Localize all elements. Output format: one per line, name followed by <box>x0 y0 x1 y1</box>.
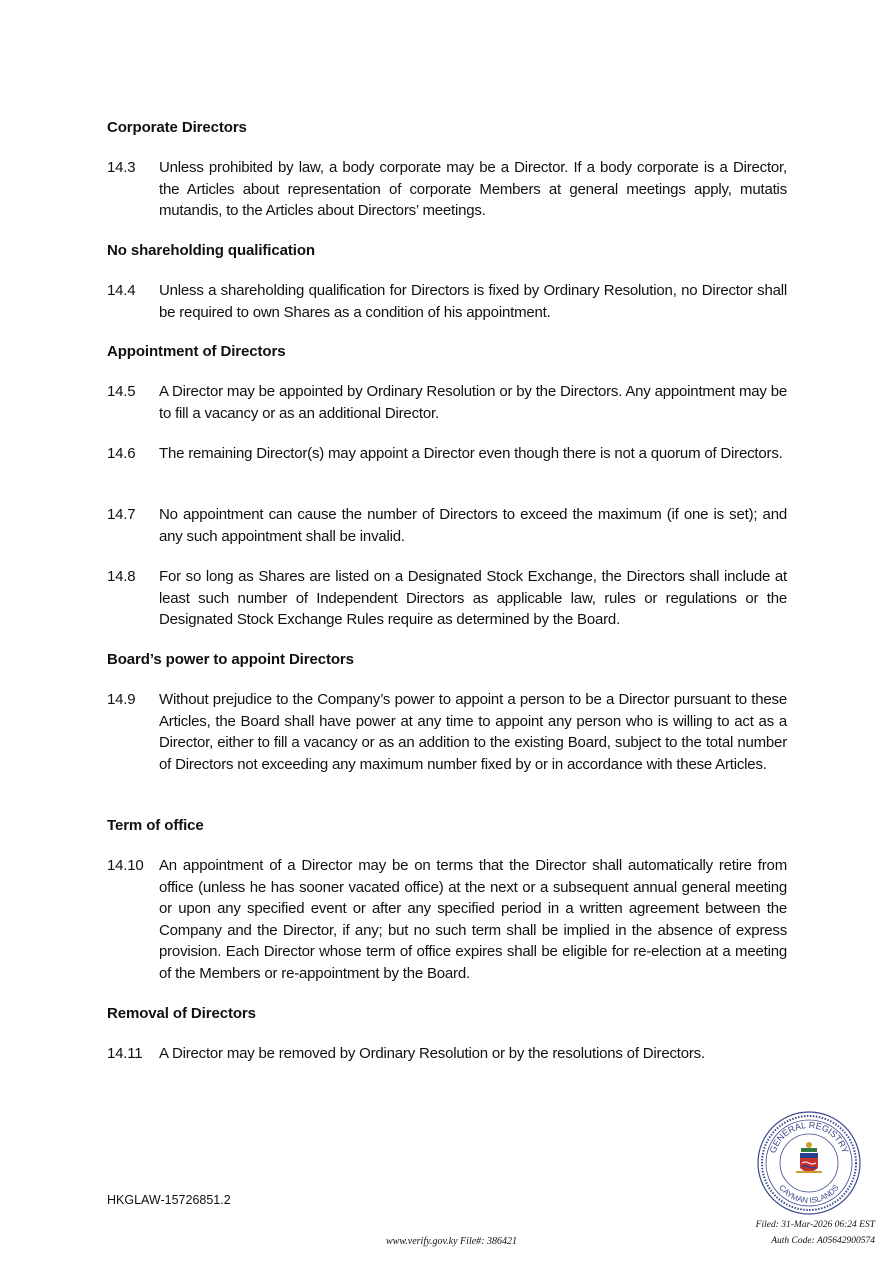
svg-text:GENERAL REGISTRY: GENERAL REGISTRY <box>767 1119 851 1155</box>
clause-text: The remaining Director(s) may appoint a Director even though there is not a quorum of Directors. <box>159 445 783 462</box>
filed-timestamp: Filed: 31-Mar-2026 06:24 EST <box>755 1220 875 1230</box>
verify-link[interactable]: www.verify.gov.ky File#: 386421 <box>386 1236 517 1247</box>
clause-text: Unless a shareholding qualification for Directors is fixed by Ordinary Resolution, no Director shall be required to own Shares as a condition of his appointment. <box>159 282 787 321</box>
section-heading-no-shareholding: No shareholding qualification <box>107 242 315 259</box>
clause-number: 14.7 <box>107 506 136 523</box>
svg-text:CAYMAN ISLANDS: CAYMAN ISLANDS <box>777 1183 841 1206</box>
clause-number: 14.8 <box>107 568 136 585</box>
clause-text: For so long as Shares are listed on a Designated Stock Exchange, the Directors shall include at least such number of Independent Directors as applicable law, rules or regulations or the Designated Stock Exchange Rules require as determined by the Board. <box>159 568 787 629</box>
clause-14-8 <box>107 566 787 631</box>
section-heading-appointment: Appointment of Directors <box>107 343 286 360</box>
clause-number: 14.11 <box>107 1045 143 1062</box>
clause-14-10 <box>107 855 787 985</box>
clause-text: An appointment of a Director may be on terms that the Director shall automatically retire from office (unless he has sooner vacated office) at the next or a subsequent annual general meeting or upon any specified event or after any specified period in a written agreement between the Company and the Director, if any; but no such term shall be implied in the absence of express provision. Each Director whose term of office expires shall be eligible for re-election at a meeting of the Members or re-appointment by the Board. <box>159 857 787 982</box>
clause-14-6 <box>107 443 787 465</box>
clause-14-5 <box>107 381 787 424</box>
registry-seal-icon <box>756 1110 862 1216</box>
clause-text: A Director may be removed by Ordinary Resolution or by the resolutions of Directors. <box>159 1045 705 1062</box>
section-heading-term-of-office: Term of office <box>107 817 204 834</box>
clause-14-4 <box>107 280 787 323</box>
document-reference: HKGLAW-15726851.2 <box>107 1193 231 1207</box>
clause-number: 14.3 <box>107 159 136 176</box>
clause-text: No appointment can cause the number of Directors to exceed the maximum (if one is set); and any such appointment shall be invalid. <box>159 506 787 545</box>
clause-text: Without prejudice to the Company’s power to appoint a person to be a Director pursuant to these Articles, the Board shall have power at any time to appoint any person who is willing to act as a Director, either to fill a vacancy or as an addition to the existing Board, subject to the total number of Directors not exceeding any maximum number fixed by or in accordance with these Articles. <box>159 691 787 773</box>
clause-number: 14.10 <box>107 857 144 874</box>
clause-14-9 <box>107 689 787 775</box>
clause-14-7 <box>107 504 787 547</box>
clause-number: 14.4 <box>107 282 136 299</box>
clause-number: 14.5 <box>107 383 136 400</box>
clause-number: 14.6 <box>107 445 136 462</box>
section-heading-corporate-directors: Corporate Directors <box>107 119 247 136</box>
clause-14-11 <box>107 1043 787 1065</box>
clause-text: Unless prohibited by law, a body corporate may be a Director. If a body corporate is a Director, the Articles about representation of corporate Members at general meetings apply, mutatis mutandis, to the Articles about Directors’ meetings. <box>159 159 787 220</box>
auth-code: Auth Code: A05642900574 <box>771 1236 875 1246</box>
clause-number: 14.9 <box>107 691 136 708</box>
clause-14-3 <box>107 157 787 222</box>
section-heading-removal: Removal of Directors <box>107 1005 256 1022</box>
section-heading-board-power: Board’s power to appoint Directors <box>107 651 354 668</box>
clause-text: A Director may be appointed by Ordinary Resolution or by the Directors. Any appointment may be to fill a vacancy or as an additional Director. <box>159 383 787 422</box>
